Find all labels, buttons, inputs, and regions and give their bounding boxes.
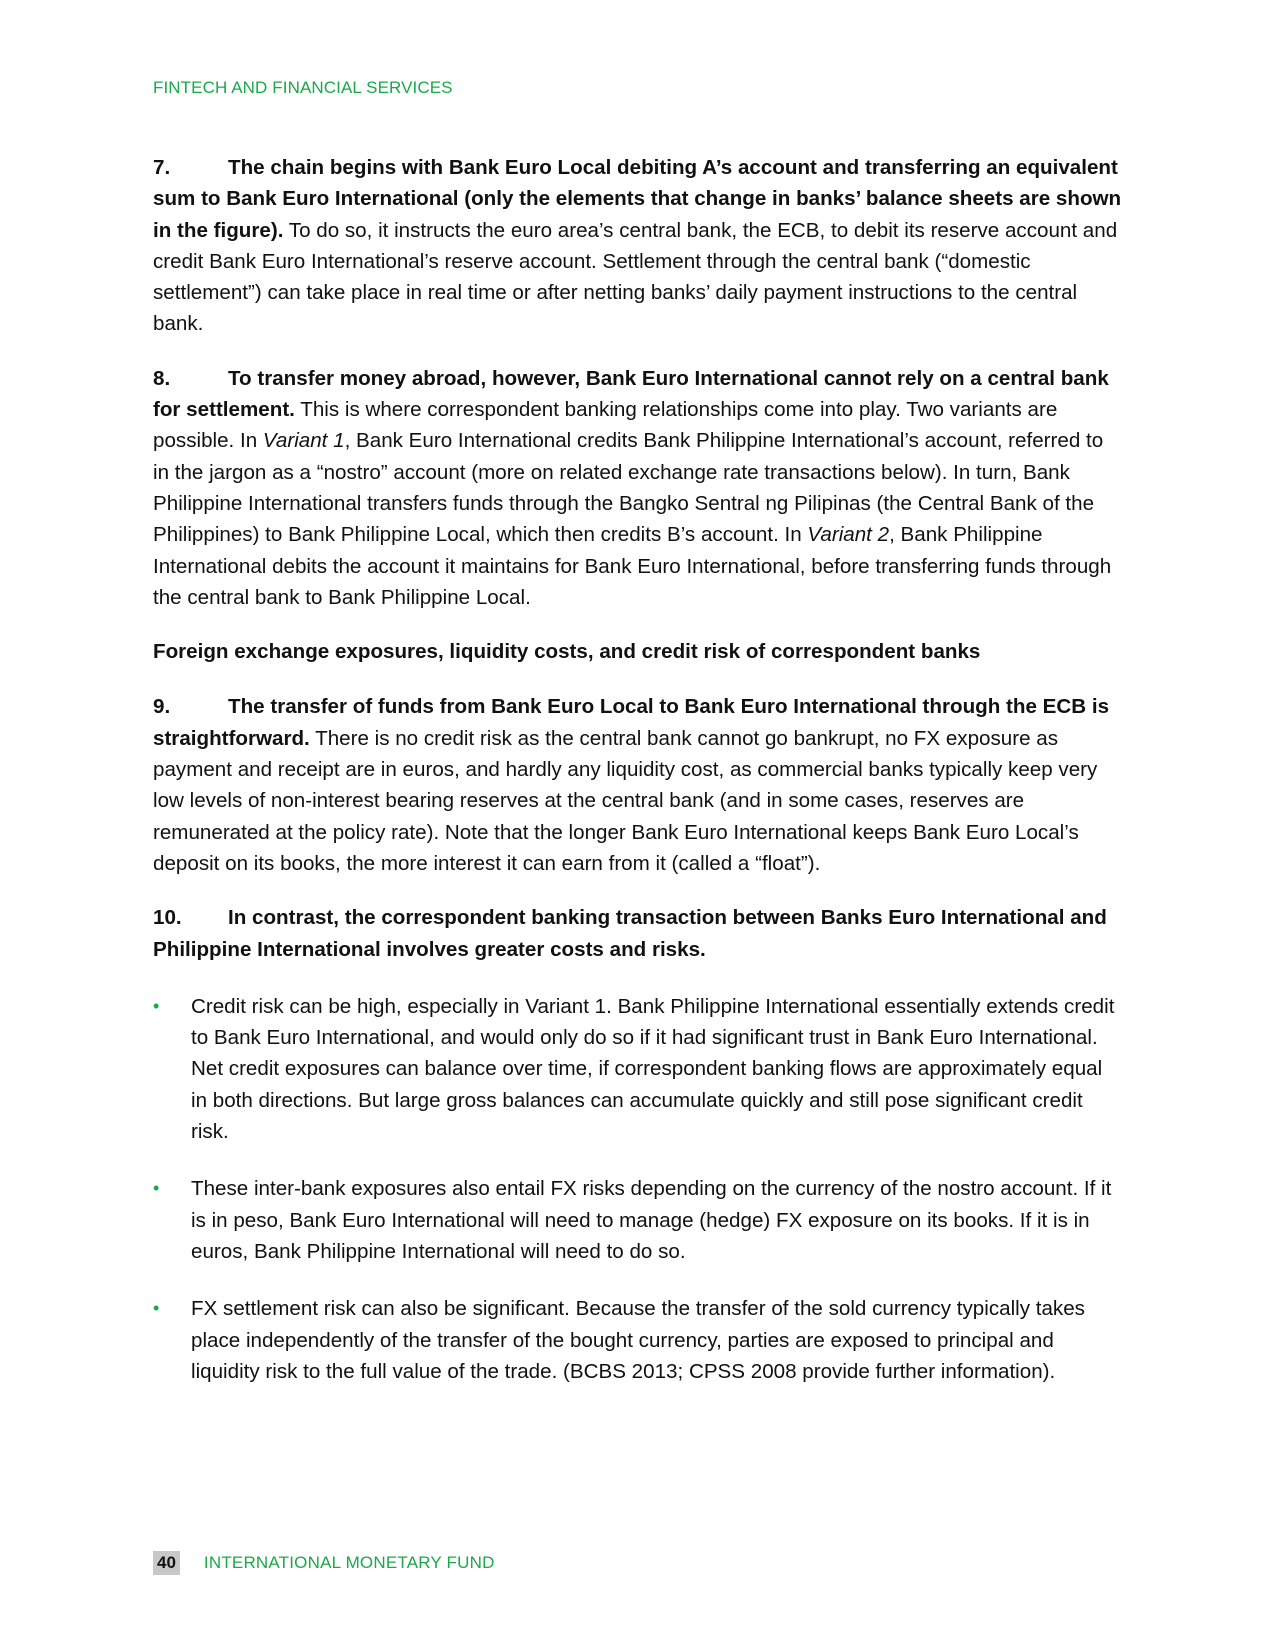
paragraph-9-text: There is no credit risk as the central bank cannot go bankrupt, no FX exposure as payment and receipt are in euros, and hardly any liquidity cost, as commercial banks typically keep very low levels of non-interest bearing reserves at the central bank (and in some cases, reserves are remunerated at the policy rate). Note that the longer Bank Euro International keeps Bank Euro Local’s deposit on its books, the more interest it can earn from it (called a “float”). — [153, 726, 1098, 875]
paragraph-10-number: 10. — [153, 906, 182, 930]
paragraph-7-text: To do so, it instructs the euro area’s central bank, the ECB, to debit its reserve account and credit Bank Euro International’s reserve account. Settlement through the central bank (“domestic settlement”) can take place in real time or after netting banks’ daily payment instructions to the central bank. — [153, 218, 1118, 336]
bullet-text: Credit risk can be high, especially in Variant 1. Bank Philippine International essentially extends credit to Bank Euro International, and would only do so if it had significant trust in Bank Euro International. Net credit exposures can balance over time, if correspondent banking flows are approximately equal in both directions. But large gross balances can accumulate quickly and still pose significant credit risk. — [191, 994, 1115, 1144]
risk-bullet-list — [153, 991, 1123, 1387]
list-item — [153, 991, 1123, 1147]
page-body — [153, 152, 1123, 1413]
paragraph-9-bold: The transfer of funds from Bank Euro Local to Bank Euro International through the ECB is straightforward. — [153, 695, 1110, 750]
page-number: 40 — [153, 1551, 180, 1575]
footer-organization: INTERNATIONAL MONETARY FUND — [203, 1553, 495, 1572]
paragraph-8-text-2: , Bank Euro International credits Bank Philippine International’s account, referred to in the jargon as a “nostro” account (more on related exchange rate transactions below). In turn, Bank Philippine International transfers funds through the Bangko Sentral ng Pilipinas (the Central Bank of the Philippines) to Bank Philippine Local, which then credits B’s account. In — [153, 429, 1104, 547]
variant-2-italic: Variant 2 — [807, 523, 890, 547]
paragraph-9 — [153, 691, 1123, 879]
paragraph-10-lead — [153, 906, 1107, 960]
bullet-icon: • — [153, 1178, 160, 1199]
paragraph-8-text-3: , Bank Philippine International debits the account it maintains for Bank Euro International, before transferring funds through the central bank to Bank Philippine Local. — [153, 523, 1112, 609]
paragraph-7-number: 7. — [153, 156, 171, 179]
paragraph-7-bold: The chain begins with Bank Euro Local debiting A’s account and transferring an equivalent sum to Bank Euro International (only the elements that change in banks’ balance sheets are shown in the figure). — [153, 156, 1122, 242]
page-footer — [153, 1551, 495, 1575]
paragraph-8 — [153, 363, 1123, 613]
variant-1-italic: Variant 1 — [262, 429, 345, 453]
section-subheading: Foreign exchange exposures, liquidity costs, and credit risk of correspondent banks — [153, 640, 981, 664]
paragraph-10-bold: In contrast, the correspondent banking transaction between Banks Euro International and Philippine International involves greater costs and risks. — [153, 906, 1107, 961]
paragraph-8-number: 8. — [153, 366, 171, 390]
running-header: FINTECH AND FINANCIAL SERVICES — [153, 78, 453, 97]
paragraph-7 — [153, 152, 1123, 340]
paragraph-9-number: 9. — [153, 695, 171, 719]
bullet-icon: • — [153, 1298, 160, 1319]
list-item — [153, 1293, 1123, 1387]
bullet-text: FX settlement risk can also be significant. Because the transfer of the sold currency typically takes place independently of the transfer of the bought currency, parties are exposed to principal and liquidity risk to the full value of the trade. (BCBS 2013; CPSS 2008 provide further information). — [191, 1297, 1085, 1383]
paragraph-8-bold: To transfer money abroad, however, Bank Euro International cannot rely on a central bank for settlement. — [153, 366, 1109, 422]
bullet-icon: • — [153, 995, 160, 1016]
bullet-text: These inter-bank exposures also entail FX risks depending on the currency of the nostro account. If it is in peso, Bank Euro International will need to manage (hedge) FX exposure on its books. If it is in euros, Bank Philippine International will need to do so. — [191, 1177, 1112, 1263]
paragraph-8-text-1: This is where correspondent banking relationships come into play. Two variants are possible. In — [153, 398, 1058, 453]
paragraph-10 — [153, 902, 1123, 965]
list-item — [153, 1173, 1123, 1267]
